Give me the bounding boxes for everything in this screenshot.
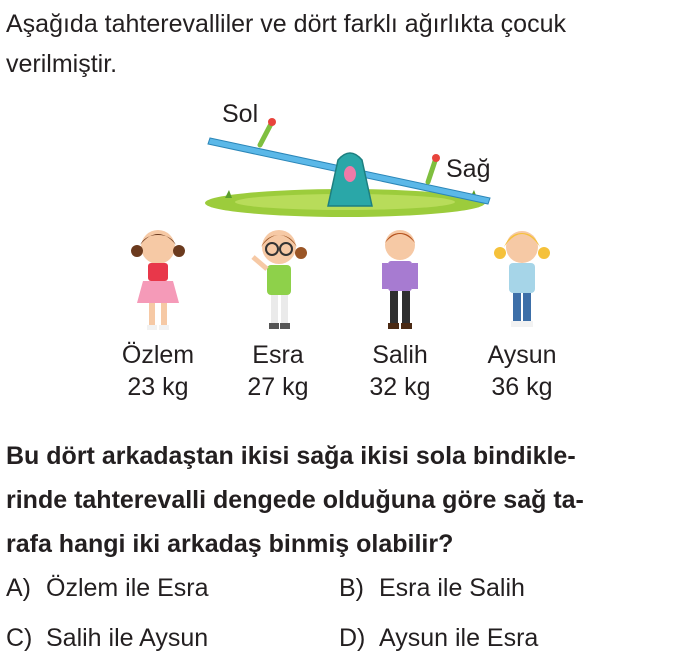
child-aysun	[462, 225, 582, 403]
intro-text	[6, 4, 686, 84]
option-text: Özlem ile Esra	[46, 574, 209, 602]
child-name: Salih	[372, 341, 428, 369]
seesaw-left-label: Sol	[222, 100, 259, 128]
option-letter: A)	[6, 574, 31, 602]
question-line-3: rafa hangi iki arkadaş binmiş olabilir?	[6, 530, 454, 558]
girl-blonde-icon	[487, 225, 557, 333]
option-text: Esra ile Salih	[379, 574, 525, 602]
seesaw-right-label: Sağ	[446, 155, 491, 183]
girl-red-dress-icon	[123, 225, 193, 333]
intro-line-1: Aşağıda tahterevalliler ve dört farklı ağırlıkta çocuk	[6, 10, 566, 38]
child-weight: 32 kg	[369, 373, 431, 401]
girl-glasses-icon	[243, 225, 313, 333]
child-salih	[340, 225, 460, 403]
question-text	[6, 434, 686, 566]
child-weight: 27 kg	[247, 373, 309, 401]
option-c[interactable]	[6, 622, 208, 654]
child-name: Esra	[252, 341, 304, 369]
option-text: Aysun ile Esra	[379, 624, 539, 652]
option-b[interactable]	[339, 572, 525, 604]
question-line-2: rinde tahterevalli dengede olduğuna göre sağ ta-	[6, 486, 584, 514]
child-esra	[218, 225, 338, 403]
option-text: Salih ile Aysun	[46, 624, 209, 652]
child-weight: 36 kg	[491, 373, 553, 401]
option-letter: D)	[339, 624, 366, 652]
option-letter: B)	[339, 574, 364, 602]
option-d[interactable]	[339, 622, 538, 654]
child-name: Aysun	[487, 341, 557, 369]
child-name: Özlem	[121, 341, 195, 369]
child-ozlem	[98, 225, 218, 403]
question-line-1: Bu dört arkadaştan ikisi sağa ikisi sola bindikle-	[6, 442, 576, 470]
boy-purple-shirt-icon	[365, 225, 435, 333]
intro-line-2: verilmiştir.	[6, 50, 118, 78]
option-a[interactable]	[6, 572, 209, 604]
child-weight: 23 kg	[127, 373, 189, 401]
option-letter: C)	[6, 624, 33, 652]
